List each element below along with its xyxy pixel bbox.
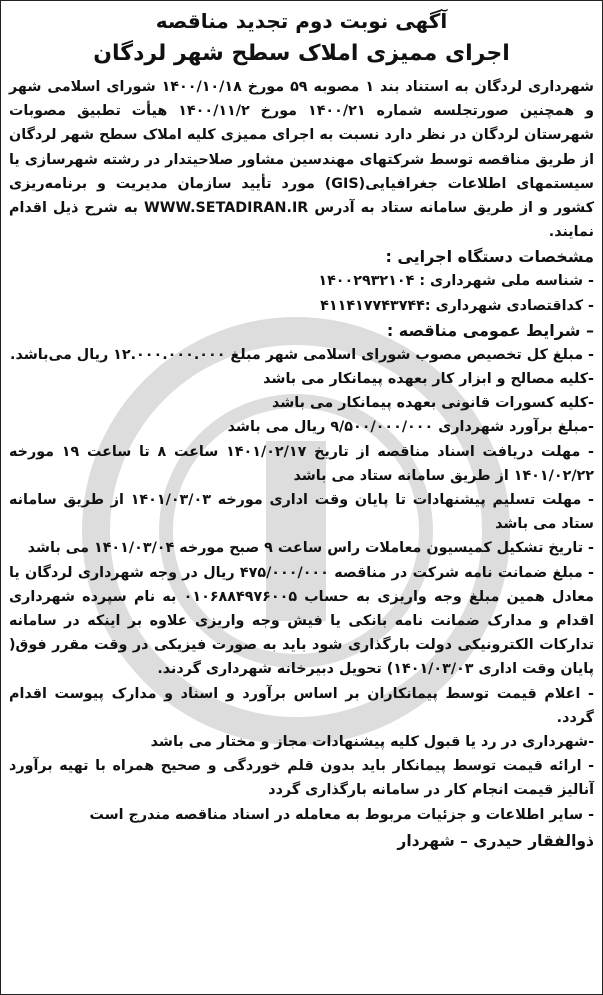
- agency-economic-code: - کداقتصادی شهرداری :۴۱۱۴۱۷۷۴۳۷۴۴: [320, 297, 594, 314]
- condition-item: - تاریخ تشکیل کمیسیون معاملات راس ساعت ۹ صبح مورخه ۱۴۰۱/۰۳/۰۴ می باشد: [27, 540, 594, 557]
- condition-item: -شهرداری در رد یا قبول کلیه پیشنهادات مجاز و مختار می باشد: [150, 734, 594, 751]
- intro-paragraph: [9, 75, 594, 244]
- condition-item: - مبلغ کل تخصیص مصوب شورای اسلامی شهر مبلغ ۱۲.۰۰۰.۰۰۰.۰۰۰ ریال می‌باشد.: [10, 346, 594, 363]
- condition-item: -مبلغ برآورد شهرداری ۹/۵۰۰/۰۰۰/۰۰۰ ریال می باشد: [227, 419, 594, 436]
- agency-national-id: - شناسه ملی شهرداری : ۱۴۰۰۲۹۳۲۱۰۴: [318, 273, 594, 290]
- notice-title: آگهی نوبت دوم تجدید مناقصه: [155, 9, 448, 33]
- signature: ذوالفقار حیدری – شهردار: [397, 831, 594, 850]
- agency-heading: مشخصات دستگاه اجرایی :: [385, 247, 594, 267]
- intro-text: شهرداری لردگان به استناد بند ۱ مصوبه ۵۹ مورخ ۱۴۰۰/۱۰/۱۸ شورای اسلامی شهر و همچنین صورتجلسه شماره ۱۴۰۰/۲۱ مورخ ۱۴۰۰/۱۱/۲ هیأت تطبیق مصوبات شهرستان لردگان در نظر دارد نسبت به اجرای ممیزی کلیه املاک سطح شهر لردگان از طریق مناقصه توسط شرکتهای مهندسین مشاور صلاحیتدار در رشته شهرسازی یا سیستمهای اطلاعات جغرافیایی(GIS) مورد تأیید سازمان مدیریت و برنامه‌ریزی کشور و از طریق سامانه ستاد به آدرس: [9, 79, 595, 217]
- advertisement-body: [1, 1, 602, 853]
- condition-item: - سایر اطلاعات و جزئیات مربوط به معامله در اسناد مناقصه مندرج است: [89, 806, 594, 823]
- condition-item: - ارائه قیمت توسط پیمانکار باید بدون قلم خوردگی و صحیح همراه با تهیه برآورد آنالیز قیمت انجام کار در سامانه بارگذاری گردد: [9, 758, 594, 799]
- condition-item: -کلیه کسورات قانونی بعهده پیمانکار می باشد: [271, 395, 594, 412]
- condition-item: - اعلام قیمت توسط پیمانکاران بر اساس برآورد و اسناد و مدارک پیوست اقدام گردد.: [9, 685, 594, 726]
- condition-item: -کلیه مصالح و ابزار کار بعهده پیمانکار می باشد: [263, 371, 594, 388]
- setadiran-url: WWW.SETADIRAN.IR: [143, 200, 309, 217]
- condition-item: - مهلت تسلیم پیشنهادات تا پایان وقت اداری مورخه ۱۴۰۱/۰۳/۰۳ از طریق سامانه ستاد می باشد: [9, 492, 594, 533]
- intro-text-end: به شرح ذیل اقدام نمایند.: [9, 200, 594, 241]
- notice-subtitle: اجرای ممیزی املاک سطح شهر لردگان: [93, 41, 510, 66]
- condition-item: - مهلت دریافت اسناد مناقصه از تاریخ ۱۴۰۱/۰۲/۱۷ ساعت ۸ تا ساعت ۱۹ مورخه ۱۴۰۱/۰۲/۲۲ از طریق سامانه ستاد می باشد: [9, 443, 594, 484]
- condition-item: - مبلغ ضمانت نامه شرکت در مناقصه ۴۷۵/۰۰۰/۰۰۰ ریال در وجه شهرداری لردگان یا معادل همین مبلغ وجه واریزی به حساب ۰۱۰۶۸۸۴۹۷۶۰۰۵ به نام سپرده شهرداری اقدام و مدارک ضمانت نامه بانکی یا فیش وجه واریزی علاوه بر اینکه در سامانه تدارکات الکترونیکی دولت بارگذاری شود باید به صورت فیزیکی در وقت مقرر فوق( پایان وقت اداری ۱۴۰۱/۰۳/۰۳) تحویل دبیرخانه شهرداری گردند.: [9, 564, 594, 678]
- conditions-heading: – شرایط عمومی مناقصه :: [386, 320, 594, 340]
